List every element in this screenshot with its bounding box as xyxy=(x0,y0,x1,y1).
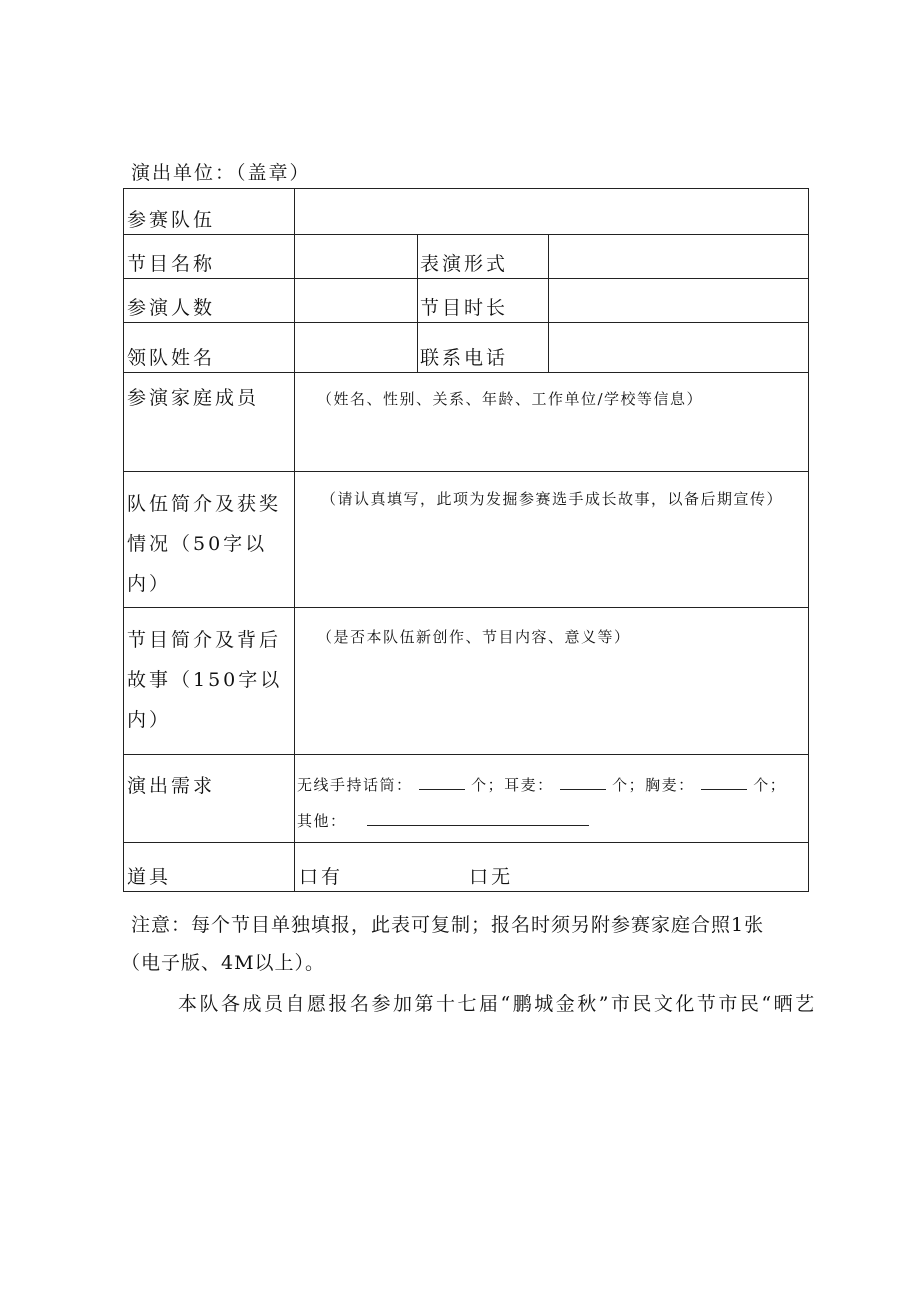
family-members-input[interactable] xyxy=(295,373,809,472)
program-name-label: 节目名称 xyxy=(124,235,295,279)
row-family-members xyxy=(124,373,809,472)
program-intro-hint: （是否本队伍新创作、节目内容、意义等） xyxy=(317,628,631,646)
program-intro-input[interactable] xyxy=(295,608,809,755)
performance-form-input[interactable] xyxy=(549,235,809,279)
props-no-checkbox[interactable]: 口无 xyxy=(469,866,514,888)
props-options xyxy=(295,843,809,892)
performer-count-input[interactable] xyxy=(295,279,418,323)
family-members-hint: （姓名、性别、关系、年龄、工作单位/学校等信息） xyxy=(317,390,704,408)
mic-label: 无线手持话筒： xyxy=(297,776,413,794)
row-team-intro xyxy=(124,472,809,608)
needs-label: 演出需求 xyxy=(124,755,295,843)
performance-form-label: 表演形式 xyxy=(418,235,549,279)
team-label: 参赛队伍 xyxy=(124,189,295,235)
program-intro-label: 节目简介及背后故事（150字以内） xyxy=(124,608,295,755)
notice-line-1: 注意：每个节目单独填报，此表可复制；报名时须另附参赛家庭合照1张 xyxy=(131,914,765,936)
leader-name-input[interactable] xyxy=(295,323,418,373)
needs-cell xyxy=(295,755,809,843)
row-performance-needs xyxy=(124,755,809,843)
row-performer-count xyxy=(124,279,809,323)
phone-label: 联系电话 xyxy=(418,323,549,373)
pledge-text: 本队各成员自愿报名参加第十七届“鹏城金秋”市民文化节市民“晒艺 xyxy=(178,993,817,1015)
program-duration-input[interactable] xyxy=(549,279,809,323)
other-blank[interactable] xyxy=(367,811,589,826)
lapel-count-blank[interactable] xyxy=(701,775,747,790)
row-program-name xyxy=(124,235,809,279)
performer-count-label: 参演人数 xyxy=(124,279,295,323)
row-leader xyxy=(124,323,809,373)
registration-form-table xyxy=(123,188,809,892)
notice-line-2: （电子版、4M以上）。 xyxy=(121,952,326,974)
row-props xyxy=(124,843,809,892)
props-label: 道具 xyxy=(124,843,295,892)
performing-unit-label: 演出单位：（盖章） xyxy=(131,162,311,184)
phone-input[interactable] xyxy=(549,323,809,373)
other-label: 其他： xyxy=(297,812,347,830)
needs-line-mics xyxy=(295,755,808,795)
team-intro-label: 队伍简介及获奖情况（50字以内） xyxy=(124,472,295,608)
program-name-input[interactable] xyxy=(295,235,418,279)
notice xyxy=(121,906,831,982)
mic-count-blank[interactable] xyxy=(419,775,465,790)
row-program-intro xyxy=(124,608,809,755)
program-duration-label: 节目时长 xyxy=(418,279,549,323)
leader-name-label: 领队姓名 xyxy=(124,323,295,373)
lapel-label: 个；胸麦： xyxy=(612,776,695,794)
headset-label: 个；耳麦： xyxy=(471,776,554,794)
needs-line-other xyxy=(295,795,808,831)
team-intro-input[interactable] xyxy=(295,472,809,608)
lapel-unit: 个； xyxy=(753,776,787,794)
props-yes-checkbox[interactable]: 口有 xyxy=(299,866,344,888)
team-intro-hint: （请认真填写，此项为发掘参赛选手成长故事，以备后期宣传） xyxy=(321,490,784,508)
row-team xyxy=(124,189,809,235)
headset-count-blank[interactable] xyxy=(560,775,606,790)
team-input[interactable] xyxy=(295,189,809,235)
family-members-label: 参演家庭成员 xyxy=(124,373,295,472)
